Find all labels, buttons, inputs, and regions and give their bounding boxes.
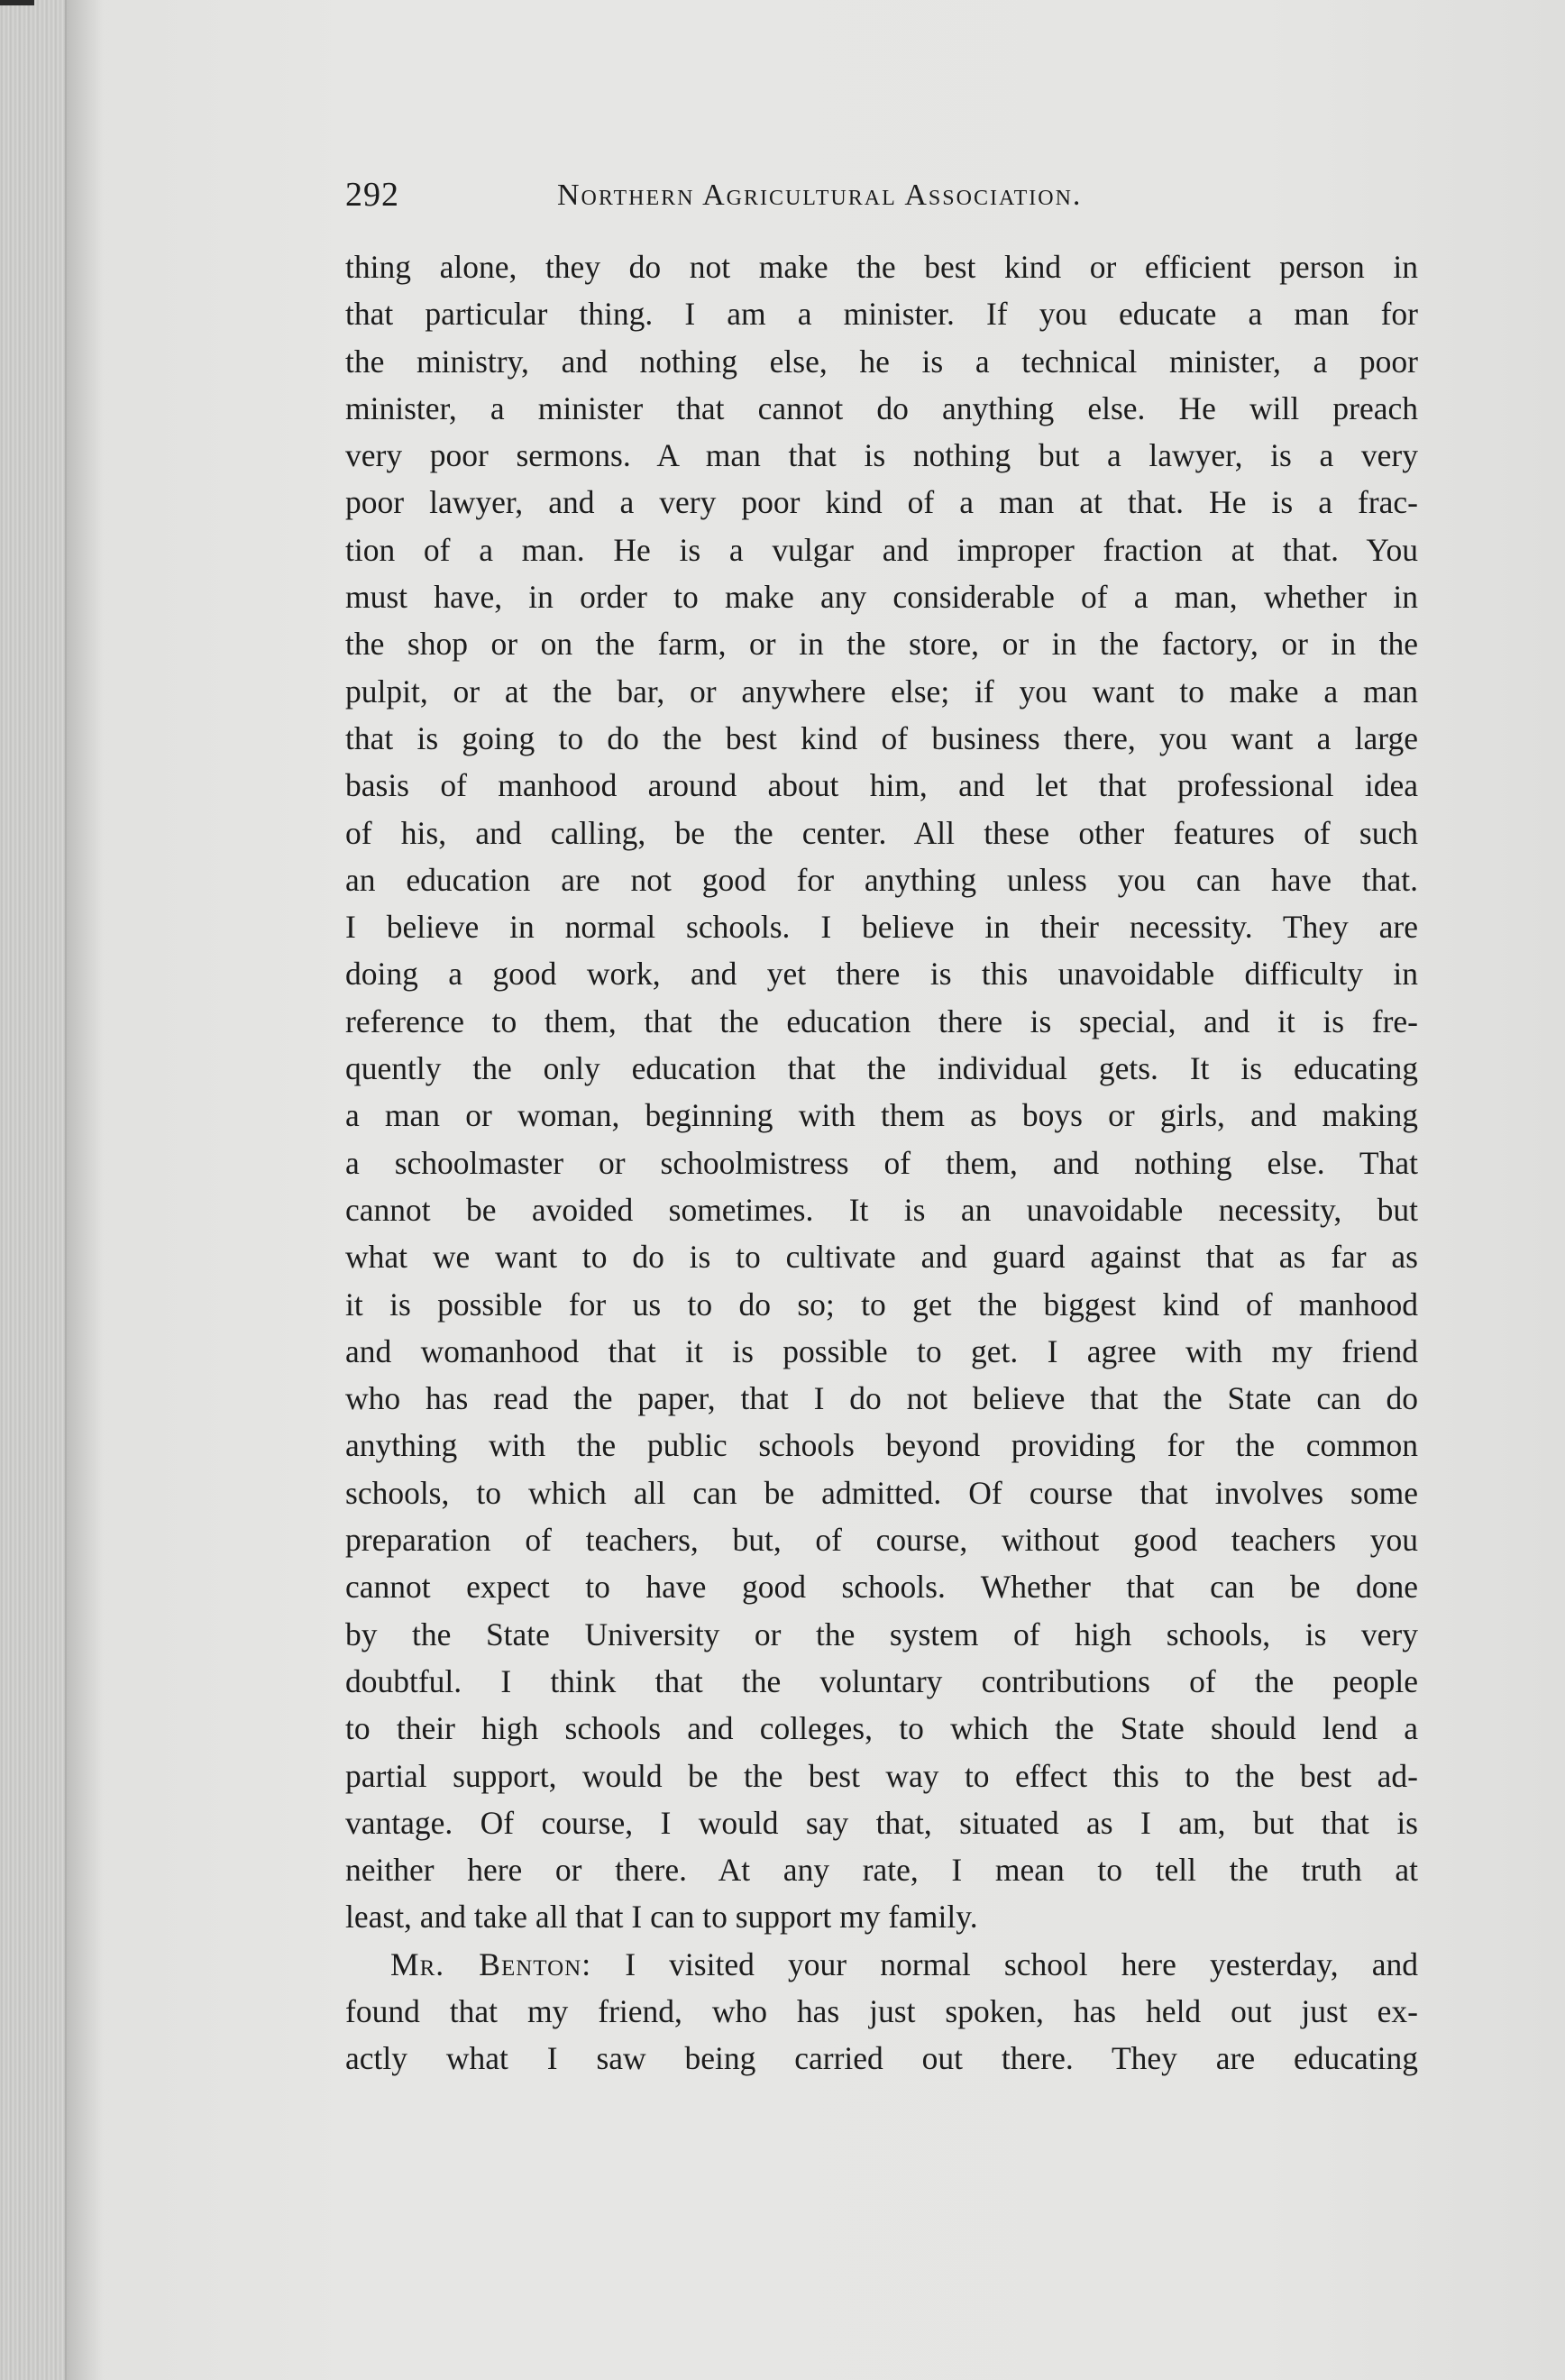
text-line: poor lawyer, and a very poor kind of a man at that. He is a frac- (345, 484, 1418, 521)
text-line: that is going to do the best kind of business there, you want a large (345, 719, 1418, 756)
running-head (345, 175, 1418, 220)
corner-mark (0, 0, 34, 5)
text-line: very poor sermons. A man that is nothing but a lawyer, is a very (345, 437, 1418, 474)
text-line: anything with the public schools beyond providing for the common (345, 1427, 1418, 1464)
text-line: preparation of teachers, but, of course, without good teachers you (345, 1522, 1418, 1559)
text-line: reference to them, that the education there is special, and it is fre- (345, 1002, 1418, 1039)
text-line: doing a good work, and yet there is this unavoidable difficulty in (345, 956, 1418, 993)
text-line: cannot expect to have good schools. Whether that can be done (345, 1569, 1418, 1606)
text-line: an education are not good for anything unless you can have that. (345, 861, 1418, 898)
body-text (345, 243, 1418, 2082)
speech-text: I visited your normal school here yesterday, and (591, 1945, 1418, 1982)
running-title: Northern Agricultural Association. (557, 178, 1083, 212)
text-line: must have, in order to make any considerable of a man, whether in (345, 579, 1418, 616)
page-number: 292 (345, 176, 399, 214)
text-line: neither here or there. At any rate, I mean to tell the truth at (345, 1852, 1418, 1889)
book-binding-edge (0, 0, 67, 2380)
text-line: what we want to do is to cultivate and guard against that as far as (345, 1239, 1418, 1276)
text-line: the ministry, and nothing else, he is a technical minister, a poor (345, 343, 1418, 380)
speaker-name: Mr. Benton: (390, 1945, 592, 1982)
text-line: it is possible for us to do so; to get the biggest kind of manhood (345, 1286, 1418, 1323)
speech-first-line (345, 1941, 1418, 1988)
gutter-shadow (67, 0, 103, 2380)
text-line: a man or woman, beginning with them as boys or girls, and making (345, 1097, 1418, 1134)
text-line: doubtful. I think that the voluntary contributions of the people (345, 1662, 1418, 1699)
text-line: the shop or on the farm, or in the store, or in the factory, or in the (345, 626, 1418, 663)
text-line: who has read the paper, that I do not believe that the State can do (345, 1380, 1418, 1417)
text-line: to their high schools and colleges, to which the State should lend a (345, 1710, 1418, 1747)
text-line: vantage. Of course, I would say that, situated as I am, but that is (345, 1804, 1418, 1841)
text-line: pulpit, or at the bar, or anywhere else; if you want to make a man (345, 673, 1418, 709)
text-line: least, and take all that I can to support my family. (345, 1899, 978, 1936)
text-line: of his, and calling, be the center. All these other features of such (345, 814, 1418, 851)
text-line: found that my friend, who has just spoken, has held out just ex- (345, 1992, 1418, 2029)
text-line: and womanhood that it is possible to get. I agree with my friend (345, 1332, 1418, 1369)
text-line: quently the only education that the individual gets. It is educating (345, 1050, 1418, 1087)
text-line: I believe in normal schools. I believe in their necessity. They are (345, 909, 1418, 946)
text-line: thing alone, they do not make the best kind or efficient person in (345, 249, 1418, 285)
text-line: that particular thing. I am a minister. If you educate a man for (345, 296, 1418, 333)
text-line: cannot be avoided sometimes. It is an unavoidable necessity, but (345, 1191, 1418, 1228)
text-line: minister, a minister that cannot do anything else. He will preach (345, 389, 1418, 426)
text-line: basis of manhood around about him, and let that professional idea (345, 767, 1418, 804)
text-line: tion of a man. He is a vulgar and improper fraction at that. You (345, 531, 1418, 568)
text-line: by the State University or the system of high schools, is very (345, 1616, 1418, 1652)
text-line: actly what I saw being carried out there. They are educating (345, 2040, 1418, 2077)
text-line: a schoolmaster or schoolmistress of them, and nothing else. That (345, 1144, 1418, 1181)
text-line: partial support, would be the best way to effect this to the best ad- (345, 1757, 1418, 1794)
text-line: schools, to which all can be admitted. Of course that involves some (345, 1474, 1418, 1511)
